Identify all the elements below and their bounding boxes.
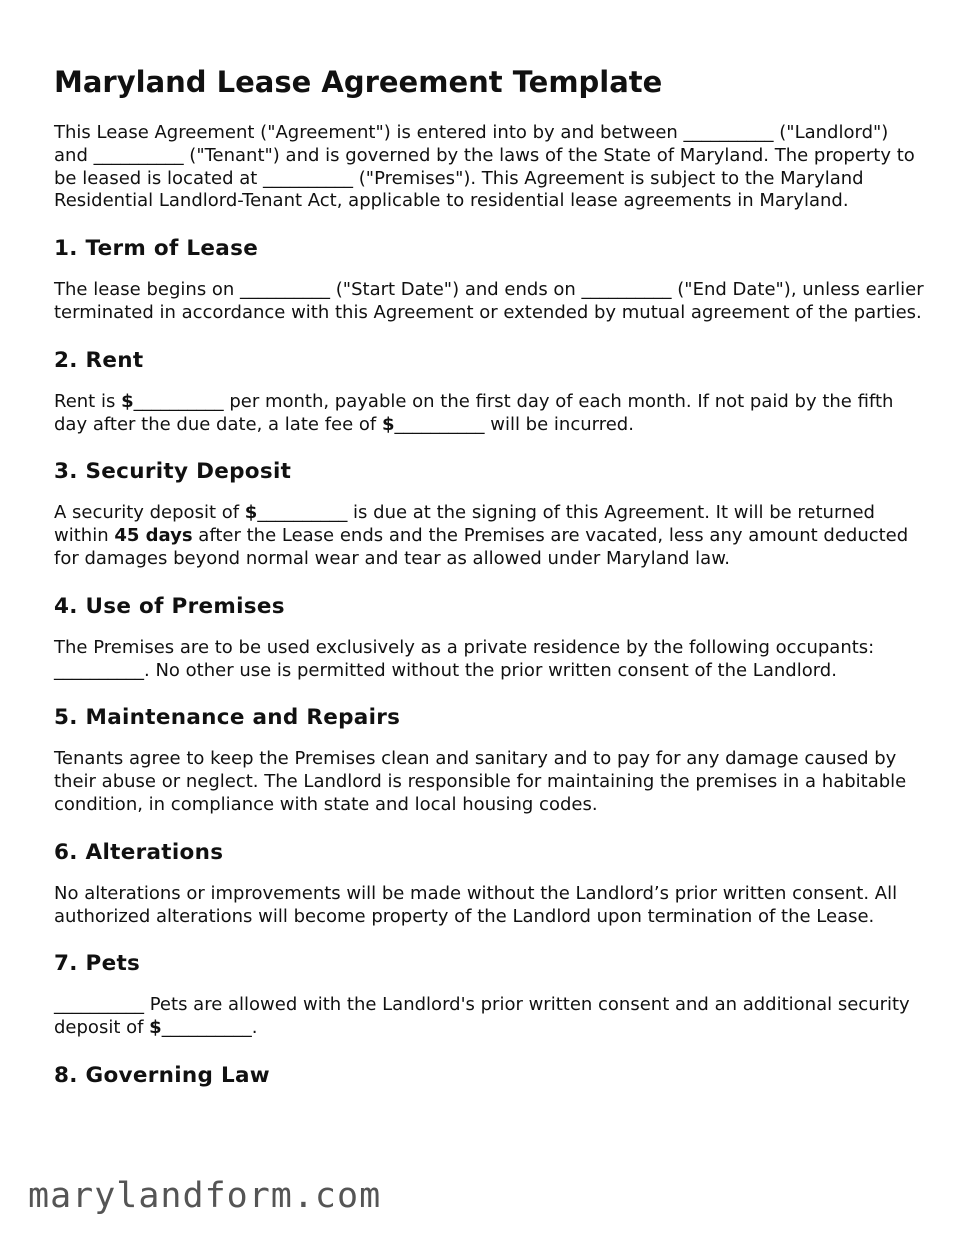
section-alterations — [54, 839, 924, 929]
text-run: Rent is — [54, 390, 122, 412]
section-use-of-premises — [54, 593, 924, 683]
document-title: Maryland Lease Agreement Template — [54, 65, 663, 99]
bold-run: $ — [381, 413, 395, 435]
section-security-deposit — [54, 458, 924, 570]
text-run: after the Lease ends and the Premises are vacated, less any amount deducted for damages beyond normal wear and tear as allowed under Maryland law. — [54, 525, 909, 569]
text-run: __________ is due at the signing of this Agreement. It will be returned within — [54, 502, 875, 547]
text-run: __________ will be incurred. — [394, 413, 634, 435]
section-rent — [54, 347, 924, 437]
intro-paragraph: This Lease Agreement ("Agreement") is entered into by and between __________ ("Landlord") and __________ ("Tenant") and is governed by the laws of the State of Maryland. The property to be leased is located at __________ ("Premises"). This Agreement is subject to the Maryland Residential Landlord-Tenant Act, applicable to residential lease agreements in Maryland. — [54, 122, 915, 212]
section-term-of-lease — [54, 235, 924, 325]
section-text — [54, 502, 924, 570]
section-heading: 2. Rent — [54, 347, 144, 373]
bold-run: $ — [121, 390, 134, 412]
watermark: marylandform.com — [28, 1176, 382, 1216]
section-text: The lease begins on __________ ("Start Date") and ends on __________ ("End Date"), unless earlier terminated in accordance with this Agreement or extended by mutual agreement of the parties. — [54, 279, 924, 323]
section-heading: 1. Term of Lease — [54, 236, 259, 262]
bold-run: $ — [149, 1017, 162, 1039]
section-heading: 8. Governing Law — [54, 1062, 270, 1088]
text-run: __________. — [161, 1017, 258, 1039]
section-heading: 4. Use of Premises — [54, 593, 285, 619]
bold-run: $ — [244, 502, 258, 524]
section-text: Tenants agree to keep the Premises clean and sanitary and to pay for any damage caused by their abuse or neglect. The Landlord is responsible for maintaining the premises in a habitable condition, in compliance with state and local housing codes. — [54, 748, 907, 815]
section-heading: 6. Alterations — [54, 839, 224, 865]
bold-run: 45 days — [114, 525, 193, 547]
section-text — [54, 994, 924, 1040]
text-run: __________ per month, payable on the first day of each month. If not paid by the fifth day after the due date, a late fee of — [54, 390, 894, 435]
text-run: __________ Pets are allowed with the Landlord's prior written consent and an additional security deposit of — [54, 994, 910, 1039]
section-pets — [54, 950, 924, 1040]
section-text — [54, 391, 924, 437]
section-heading: 5. Maintenance and Repairs — [54, 705, 401, 731]
section-text: The Premises are to be used exclusively as a private residence by the following occupants: __________. No other use is permitted without the prior written consent of the Landlord. — [54, 636, 875, 681]
section-text: No alterations or improvements will be made without the Landlord’s prior written consent. All authorized alterations will become property of the Landlord upon termination of the Lease. — [54, 882, 898, 927]
section-governing-law — [54, 1062, 924, 1090]
text-run: A security deposit of — [54, 502, 245, 524]
section-maintenance-and-repairs — [54, 704, 924, 816]
document-page — [54, 62, 924, 1106]
section-heading: 3. Security Deposit — [54, 459, 292, 485]
section-heading: 7. Pets — [54, 951, 141, 977]
